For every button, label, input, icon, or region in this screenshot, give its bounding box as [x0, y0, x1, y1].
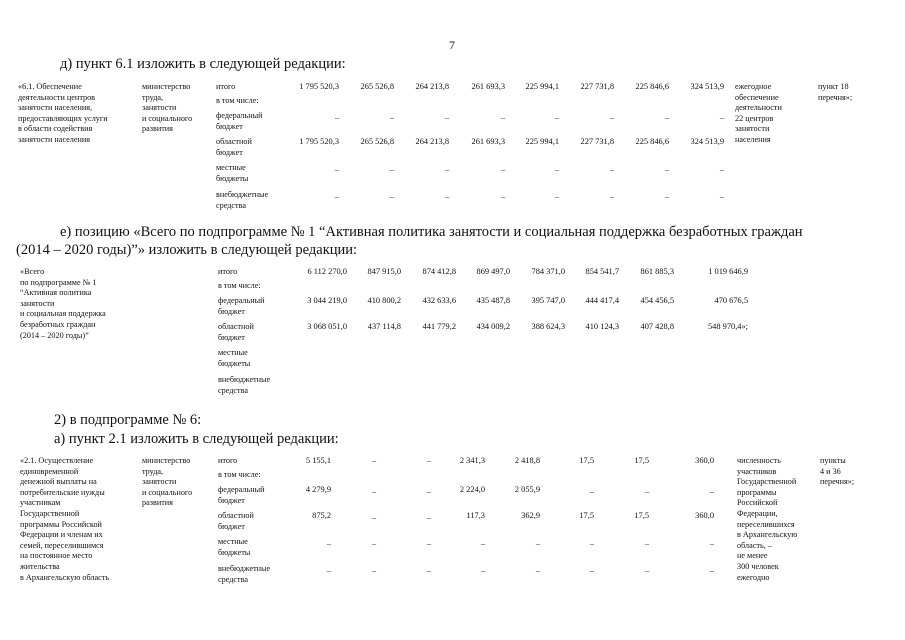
empty-value-dash: – — [554, 192, 559, 201]
empty-value-dash: – — [664, 113, 669, 122]
amount-cell: 869 497,0 — [476, 267, 510, 276]
amount-cell: 225 994,1 — [525, 137, 559, 146]
empty-value-dash: – — [426, 566, 431, 575]
empty-value-dash: – — [644, 539, 649, 548]
empty-value-dash: – — [389, 165, 394, 174]
amount-cell: 227 731,8 — [580, 82, 614, 91]
heading-d: д) пункт 6.1 изложить в следующей редакции: — [60, 56, 346, 72]
amount-cell: 2 418,8 — [514, 456, 540, 465]
amount-cell: 410 124,3 — [585, 322, 619, 331]
amount-cell: 225 846,6 — [635, 82, 669, 91]
table3-result: численность участников Государственной программы Российской Федерации, переселившихся в Архангельскую область, – не менее 300 человек ежегодно — [737, 456, 798, 582]
row-label: областной бюджет — [218, 511, 254, 531]
empty-value-dash: – — [644, 566, 649, 575]
amount-cell: 432 633,6 — [422, 296, 456, 305]
empty-value-dash: – — [326, 539, 331, 548]
empty-value-dash: – — [326, 566, 331, 575]
empty-value-dash: – — [500, 192, 505, 201]
amount-cell: 5 155,1 — [305, 456, 331, 465]
amount-cell: 117,3 — [466, 511, 485, 520]
amount-cell: 1 795 520,3 — [299, 82, 339, 91]
empty-value-dash: – — [444, 192, 449, 201]
empty-value-dash: – — [609, 165, 614, 174]
empty-value-dash: – — [480, 566, 485, 575]
empty-value-dash: – — [589, 487, 594, 496]
amount-cell: 434 009,2 — [476, 322, 510, 331]
amount-cell: 324 513,9 — [690, 137, 724, 146]
table1-executor: министерство труда, занятости и социального развития — [142, 82, 193, 134]
amount-cell: 454 456,5 — [640, 296, 674, 305]
empty-value-dash: – — [334, 165, 339, 174]
row-label: итого — [218, 456, 238, 465]
heading-2: 2) в подпрограмме № 6: — [54, 412, 202, 428]
row-label: местные бюджеты — [218, 348, 251, 368]
amount-cell: 784 371,0 — [531, 267, 565, 276]
amount-cell: 407 428,8 — [640, 322, 674, 331]
empty-value-dash: – — [426, 513, 431, 522]
empty-value-dash: – — [664, 192, 669, 201]
empty-value-dash: – — [609, 192, 614, 201]
amount-cell: 360,0 — [695, 456, 714, 465]
empty-value-dash: – — [609, 113, 614, 122]
table3-name: «2.1. Осуществление единовременной денежной выплаты на потребительские нужды участникам Государственной программы Российской Федерации и членам их семей, переселившимся на постоянное место жительства в Архангельскую область — [20, 456, 110, 582]
amount-cell: 2 224,0 — [459, 485, 485, 494]
amount-cell: 17,5 — [579, 456, 594, 465]
row-label: областной бюджет — [216, 137, 252, 157]
amount-cell: 435 487,8 — [476, 296, 510, 305]
amount-cell: 264 213,8 — [415, 137, 449, 146]
row-label: итого — [216, 82, 236, 91]
empty-value-dash: – — [535, 566, 540, 575]
row-label: внебюджетные средства — [216, 190, 269, 210]
amount-cell: 324 513,9 — [690, 82, 724, 91]
amount-cell: 441 779,2 — [422, 322, 456, 331]
empty-value-dash: – — [444, 165, 449, 174]
amount-cell: 4 279,9 — [305, 485, 331, 494]
amount-cell: 847 915,0 — [367, 267, 401, 276]
empty-value-dash: – — [709, 487, 714, 496]
row-label: в том числе: — [218, 470, 261, 479]
amount-cell: 17,5 — [579, 511, 594, 520]
empty-value-dash: – — [554, 165, 559, 174]
amount-cell: 6 112 270,0 — [307, 267, 347, 276]
amount-cell: 395 747,0 — [531, 296, 565, 305]
empty-value-dash: – — [334, 113, 339, 122]
amount-cell: 388 624,3 — [531, 322, 565, 331]
amount-cell: 17,5 — [634, 511, 649, 520]
heading-e-line2: (2014 – 2020 годы)”» изложить в следующей редакции: — [16, 242, 358, 258]
empty-value-dash: – — [664, 165, 669, 174]
row-label: местные бюджеты — [216, 163, 249, 183]
amount-cell: 261 693,3 — [471, 137, 505, 146]
empty-value-dash: – — [719, 113, 724, 122]
table1-name: «6.1. Обеспечение деятельности центров занятости населения, предоставляющих услуги в области содействия занятости населения — [18, 82, 108, 144]
amount-cell: 861 885,3 — [640, 267, 674, 276]
amount-cell: 437 114,8 — [367, 322, 401, 331]
amount-cell: 2 055,9 — [514, 485, 540, 494]
empty-value-dash: – — [426, 487, 431, 496]
row-label: федеральный бюджет — [218, 485, 265, 505]
amount-cell: 1 019 646,9 — [708, 267, 748, 276]
amount-cell: 874 412,8 — [422, 267, 456, 276]
empty-value-dash: – — [334, 192, 339, 201]
amount-cell: 261 693,3 — [471, 82, 505, 91]
empty-value-dash: – — [389, 192, 394, 201]
empty-value-dash: – — [371, 456, 376, 465]
amount-cell: 444 417,4 — [585, 296, 619, 305]
empty-value-dash: – — [719, 192, 724, 201]
table3-executor: министерство труда, занятости и социального развития — [142, 456, 193, 508]
row-label: местные бюджеты — [218, 537, 251, 557]
row-label: итого — [218, 267, 238, 276]
empty-value-dash: – — [371, 566, 376, 575]
amount-cell: 1 795 520,3 — [299, 137, 339, 146]
empty-value-dash: – — [371, 513, 376, 522]
row-label: внебюджетные средства — [218, 375, 271, 395]
amount-cell: 410 800,2 — [367, 296, 401, 305]
heading-e-line1: е) позицию «Всего по подпрограмме № 1 “Активная политика занятости и социальная поддержка безработных граждан — [60, 224, 803, 240]
page-number: 7 — [449, 38, 455, 52]
empty-value-dash: – — [719, 165, 724, 174]
empty-value-dash: – — [589, 566, 594, 575]
empty-value-dash: – — [589, 539, 594, 548]
empty-value-dash: – — [709, 539, 714, 548]
empty-value-dash: – — [426, 539, 431, 548]
empty-value-dash: – — [644, 487, 649, 496]
amount-cell: 360,0 — [695, 511, 714, 520]
empty-value-dash: – — [500, 113, 505, 122]
heading-a: а) пункт 2.1 изложить в следующей редакции: — [54, 431, 339, 447]
table2-name: «Всего по подпрограмме № 1 “Активная политика занятости и социальная поддержка безработных граждан (2014 – 2020 годы)” — [20, 267, 106, 340]
empty-value-dash: – — [535, 539, 540, 548]
row-label: областной бюджет — [218, 322, 254, 342]
row-label: федеральный бюджет — [218, 296, 265, 316]
amount-cell: 264 213,8 — [415, 82, 449, 91]
amount-cell: 17,5 — [634, 456, 649, 465]
amount-cell: 470 676,5 — [714, 296, 748, 305]
table1-reference: пункт 18 перечня»; — [818, 82, 853, 102]
amount-cell: 2 341,3 — [459, 456, 485, 465]
amount-cell: 265 526,8 — [360, 82, 394, 91]
table3-reference: пункты 4 и 36 перечня»; — [820, 456, 855, 487]
row-label: внебюджетные средства — [218, 564, 271, 584]
row-label: в том числе: — [216, 96, 259, 105]
amount-cell: 548 970,4»; — [707, 322, 748, 331]
row-label: в том числе: — [218, 281, 261, 290]
amount-cell: 362,9 — [521, 511, 540, 520]
empty-value-dash: – — [371, 487, 376, 496]
amount-cell: 3 044 219,0 — [307, 296, 347, 305]
empty-value-dash: – — [444, 113, 449, 122]
amount-cell: 225 846,6 — [635, 137, 669, 146]
amount-cell: 875,2 — [312, 511, 331, 520]
empty-value-dash: – — [426, 456, 431, 465]
amount-cell: 227 731,8 — [580, 137, 614, 146]
table1-result: ежегодное обеспечение деятельности 22 центров занятости населения — [735, 82, 782, 144]
empty-value-dash: – — [554, 113, 559, 122]
row-label: федеральный бюджет — [216, 111, 263, 131]
amount-cell: 225 994,1 — [525, 82, 559, 91]
empty-value-dash: – — [480, 539, 485, 548]
empty-value-dash: – — [709, 566, 714, 575]
amount-cell: 854 541,7 — [585, 267, 619, 276]
empty-value-dash: – — [500, 165, 505, 174]
amount-cell: 3 068 051,0 — [307, 322, 347, 331]
empty-value-dash: – — [371, 539, 376, 548]
empty-value-dash: – — [389, 113, 394, 122]
amount-cell: 265 526,8 — [360, 137, 394, 146]
